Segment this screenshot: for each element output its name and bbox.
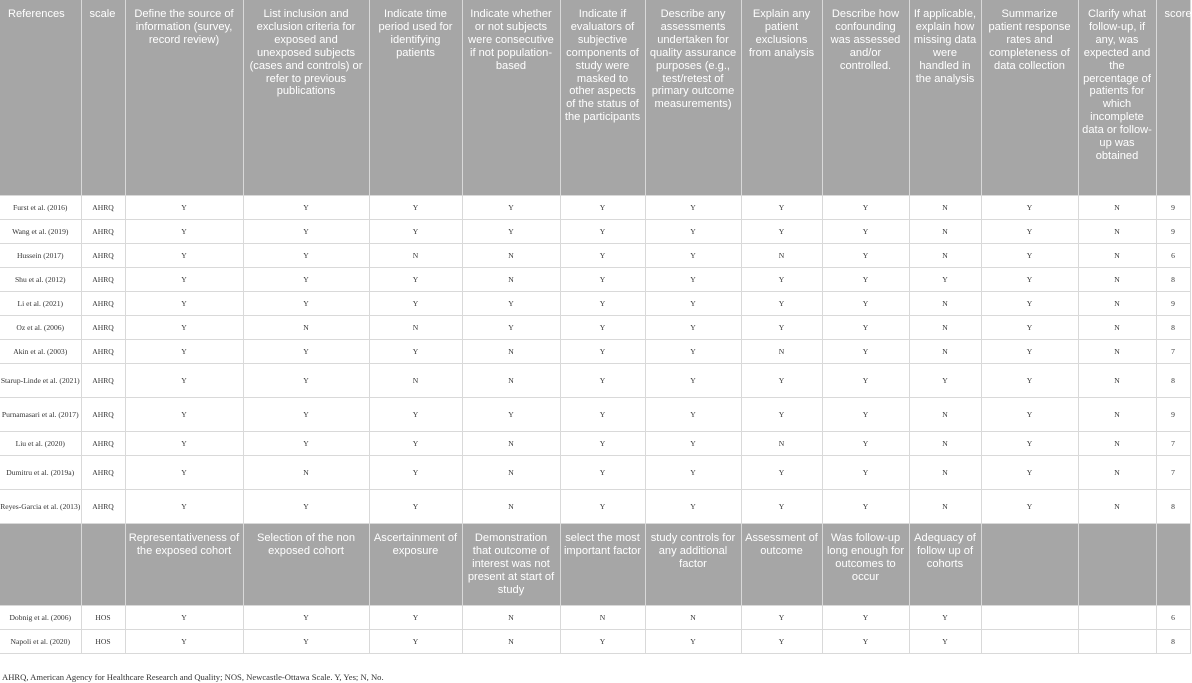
table-cell: Y bbox=[560, 398, 645, 432]
table-cell: Y bbox=[741, 398, 822, 432]
table-cell: N bbox=[909, 292, 981, 316]
table-cell: Y bbox=[125, 220, 243, 244]
table-cell: Y bbox=[981, 196, 1078, 220]
table-cell: 7 bbox=[1156, 456, 1190, 490]
table-cell: Y bbox=[560, 220, 645, 244]
table-cell: Y bbox=[560, 268, 645, 292]
table-cell: Y bbox=[125, 398, 243, 432]
table-cell: Y bbox=[741, 606, 822, 630]
header-criterion: Clarify what follow-up, if any, was expected and the percentage of patients for which incomplete data or follow-up was obtained bbox=[1078, 0, 1156, 196]
table-cell: Y bbox=[243, 244, 369, 268]
table-cell: Y bbox=[645, 364, 741, 398]
table-cell: Y bbox=[645, 220, 741, 244]
table-cell: AHRQ bbox=[81, 340, 125, 364]
table-cell: Furst et al. (2016) bbox=[0, 196, 81, 220]
table-cell: 6 bbox=[1156, 606, 1190, 630]
table-cell: Y bbox=[981, 316, 1078, 340]
table-cell: N bbox=[909, 398, 981, 432]
table-cell: AHRQ bbox=[81, 220, 125, 244]
table-cell: Y bbox=[822, 196, 909, 220]
table-cell: AHRQ bbox=[81, 456, 125, 490]
table-row bbox=[0, 292, 1190, 316]
table-cell: Y bbox=[369, 292, 462, 316]
header-criterion: If applicable, explain how missing data were handled in the analysis bbox=[909, 0, 981, 196]
table-row bbox=[0, 364, 1190, 398]
table-cell: Y bbox=[243, 196, 369, 220]
table-cell: Y bbox=[981, 340, 1078, 364]
ahrq-header-row bbox=[0, 0, 1190, 196]
table-row bbox=[0, 456, 1190, 490]
ahrq-table-body bbox=[0, 196, 1190, 524]
table-cell: N bbox=[462, 268, 560, 292]
table-cell: Y bbox=[462, 220, 560, 244]
table-cell: Y bbox=[243, 220, 369, 244]
table-cell: 6 bbox=[1156, 244, 1190, 268]
table-row bbox=[0, 490, 1190, 524]
table-cell: Y bbox=[909, 268, 981, 292]
table-cell: N bbox=[741, 432, 822, 456]
table-cell: Y bbox=[369, 268, 462, 292]
empty-cell bbox=[981, 630, 1078, 654]
table-cell: Y bbox=[125, 606, 243, 630]
table-cell: Oz et al. (2006) bbox=[0, 316, 81, 340]
table-cell: N bbox=[462, 630, 560, 654]
table-cell: N bbox=[909, 490, 981, 524]
empty-cell bbox=[1078, 606, 1156, 630]
table-cell: Y bbox=[645, 292, 741, 316]
table-cell: Y bbox=[822, 268, 909, 292]
table-row bbox=[0, 630, 1190, 654]
table-cell: Y bbox=[645, 630, 741, 654]
table-cell: Y bbox=[560, 432, 645, 456]
table-cell: Y bbox=[369, 196, 462, 220]
table-cell: Y bbox=[645, 244, 741, 268]
table-cell: 7 bbox=[1156, 432, 1190, 456]
table-cell: N bbox=[1078, 490, 1156, 524]
table-cell: Akin et al. (2003) bbox=[0, 340, 81, 364]
table-cell: Y bbox=[125, 196, 243, 220]
table-cell: N bbox=[1078, 196, 1156, 220]
header-criterion: Ascertainment of exposure bbox=[369, 524, 462, 606]
table-cell: N bbox=[741, 340, 822, 364]
table-cell: Y bbox=[560, 244, 645, 268]
table-cell: Y bbox=[645, 196, 741, 220]
table-cell: Y bbox=[243, 340, 369, 364]
table-cell: Y bbox=[369, 340, 462, 364]
table-row bbox=[0, 220, 1190, 244]
header-criterion: Indicate time period used for identifying patients bbox=[369, 0, 462, 196]
header-criterion: Indicate whether or not subjects were consecutive if not population-based bbox=[462, 0, 560, 196]
table-cell: Y bbox=[981, 244, 1078, 268]
table-cell: Y bbox=[822, 606, 909, 630]
table-cell: N bbox=[462, 456, 560, 490]
table-row bbox=[0, 196, 1190, 220]
table-cell: Y bbox=[822, 432, 909, 456]
table-cell: AHRQ bbox=[81, 316, 125, 340]
table-cell: Y bbox=[560, 340, 645, 364]
header-criterion: Assessment of outcome bbox=[741, 524, 822, 606]
table-cell: Y bbox=[822, 630, 909, 654]
table-row bbox=[0, 268, 1190, 292]
table-cell: Y bbox=[243, 398, 369, 432]
table-cell: Y bbox=[125, 244, 243, 268]
table-cell: N bbox=[462, 432, 560, 456]
table-cell: N bbox=[1078, 432, 1156, 456]
table-cell: N bbox=[1078, 456, 1156, 490]
table-cell: N bbox=[1078, 316, 1156, 340]
table-cell: Liu et al. (2020) bbox=[0, 432, 81, 456]
table-cell: Y bbox=[981, 490, 1078, 524]
table-cell: Starup-Linde et al. (2021) bbox=[0, 364, 81, 398]
table-cell: Y bbox=[560, 364, 645, 398]
table-cell: Y bbox=[981, 220, 1078, 244]
table-cell: N bbox=[909, 456, 981, 490]
table-cell: Y bbox=[243, 364, 369, 398]
table-cell: Y bbox=[981, 268, 1078, 292]
table-cell: Y bbox=[645, 456, 741, 490]
table-cell: Y bbox=[645, 490, 741, 524]
table-cell: N bbox=[462, 364, 560, 398]
table-cell: N bbox=[645, 606, 741, 630]
table-cell: N bbox=[462, 244, 560, 268]
table-cell: Y bbox=[645, 432, 741, 456]
table-cell: N bbox=[909, 244, 981, 268]
table-cell: Y bbox=[741, 292, 822, 316]
table-cell: Y bbox=[822, 220, 909, 244]
table-cell: Y bbox=[741, 220, 822, 244]
table-cell: Y bbox=[243, 606, 369, 630]
table-cell: Y bbox=[560, 196, 645, 220]
table-cell: AHRQ bbox=[81, 398, 125, 432]
table-cell: 8 bbox=[1156, 268, 1190, 292]
table-cell: Y bbox=[125, 456, 243, 490]
header-criterion: Define the source of information (survey, record review) bbox=[125, 0, 243, 196]
table-cell: 8 bbox=[1156, 316, 1190, 340]
table-cell: Y bbox=[243, 630, 369, 654]
header-criterion: Representativeness of the exposed cohort bbox=[125, 524, 243, 606]
table-cell: N bbox=[1078, 220, 1156, 244]
table-cell: Y bbox=[822, 292, 909, 316]
table-cell: Y bbox=[560, 292, 645, 316]
table-cell: Y bbox=[981, 398, 1078, 432]
table-cell: Y bbox=[125, 292, 243, 316]
table-cell: Wang et al. (2019) bbox=[0, 220, 81, 244]
header-criterion: Describe how confounding was assessed and/or controlled. bbox=[822, 0, 909, 196]
table-row bbox=[0, 606, 1190, 630]
table-cell: Y bbox=[125, 316, 243, 340]
table-cell: Napoli et al. (2020) bbox=[0, 630, 81, 654]
nos-header-row bbox=[0, 524, 1190, 606]
table-cell: Y bbox=[645, 398, 741, 432]
table-cell: 9 bbox=[1156, 220, 1190, 244]
nos-table-body bbox=[0, 606, 1190, 654]
table-cell: Y bbox=[909, 606, 981, 630]
table-cell: Dobnig et al. (2006) bbox=[0, 606, 81, 630]
table-cell: AHRQ bbox=[81, 268, 125, 292]
header-criterion: select the most important factor bbox=[560, 524, 645, 606]
table-cell: N bbox=[560, 606, 645, 630]
table-cell: Y bbox=[822, 490, 909, 524]
table-cell: Y bbox=[981, 364, 1078, 398]
table-cell: Y bbox=[462, 398, 560, 432]
table-cell: Y bbox=[243, 432, 369, 456]
table-cell: Y bbox=[369, 490, 462, 524]
table-cell: N bbox=[909, 220, 981, 244]
table-cell: Shu et al. (2012) bbox=[0, 268, 81, 292]
table-row bbox=[0, 244, 1190, 268]
table-cell: AHRQ bbox=[81, 364, 125, 398]
table-cell: Y bbox=[822, 398, 909, 432]
table-row bbox=[0, 316, 1190, 340]
header-criterion: Demonstration that outcome of interest was not present at start of study bbox=[462, 524, 560, 606]
header-criterion: Summarize patient response rates and completeness of data collection bbox=[981, 0, 1078, 196]
table-cell: N bbox=[369, 244, 462, 268]
table-cell: Y bbox=[741, 364, 822, 398]
table-cell: Y bbox=[560, 630, 645, 654]
header-criterion: Selection of the non exposed cohort bbox=[243, 524, 369, 606]
header-criterion: Indicate if evaluators of subjective components of study were masked to other aspects of the status of the participants bbox=[560, 0, 645, 196]
table-cell: HOS bbox=[81, 630, 125, 654]
table-cell: N bbox=[369, 364, 462, 398]
table-cell: Y bbox=[125, 630, 243, 654]
header-empty bbox=[981, 524, 1078, 606]
table-cell: Y bbox=[981, 456, 1078, 490]
table-cell: Y bbox=[909, 364, 981, 398]
table-cell: Y bbox=[560, 490, 645, 524]
table-cell: Y bbox=[369, 456, 462, 490]
table-cell: N bbox=[1078, 398, 1156, 432]
table-cell: AHRQ bbox=[81, 244, 125, 268]
table-cell: Y bbox=[741, 490, 822, 524]
table-cell: Y bbox=[125, 490, 243, 524]
table-cell: Dumitru et al. (2019a) bbox=[0, 456, 81, 490]
table-cell: Y bbox=[822, 316, 909, 340]
table-cell: Y bbox=[243, 292, 369, 316]
table-cell: Li et al. (2021) bbox=[0, 292, 81, 316]
table-cell: N bbox=[1078, 244, 1156, 268]
table-cell: Y bbox=[560, 456, 645, 490]
header-criterion: List inclusion and exclusion criteria for exposed and unexposed subjects (cases and controls) or refer to previous publications bbox=[243, 0, 369, 196]
table-cell: Y bbox=[822, 456, 909, 490]
table-cell: Y bbox=[822, 340, 909, 364]
table-row bbox=[0, 398, 1190, 432]
table-cell: Y bbox=[741, 196, 822, 220]
table-cell: Y bbox=[125, 432, 243, 456]
table-cell: Hussein (2017) bbox=[0, 244, 81, 268]
table-cell: N bbox=[909, 432, 981, 456]
table-cell: Y bbox=[981, 432, 1078, 456]
header-scale: scale bbox=[81, 0, 125, 196]
table-cell: N bbox=[741, 244, 822, 268]
table-cell: N bbox=[462, 490, 560, 524]
table-row bbox=[0, 340, 1190, 364]
table-cell: Y bbox=[369, 606, 462, 630]
table-cell: Y bbox=[462, 316, 560, 340]
table-cell: 8 bbox=[1156, 364, 1190, 398]
table-cell: AHRQ bbox=[81, 490, 125, 524]
table-cell: AHRQ bbox=[81, 292, 125, 316]
table-cell: AHRQ bbox=[81, 196, 125, 220]
table-cell: Y bbox=[369, 398, 462, 432]
table-cell: Y bbox=[369, 432, 462, 456]
table-cell: Y bbox=[645, 268, 741, 292]
empty-cell bbox=[981, 606, 1078, 630]
table-cell: 9 bbox=[1156, 398, 1190, 432]
table-cell: 9 bbox=[1156, 292, 1190, 316]
header-criterion: Adequacy of follow up of cohorts bbox=[909, 524, 981, 606]
table-cell: N bbox=[462, 606, 560, 630]
table-cell: 9 bbox=[1156, 196, 1190, 220]
table-cell: Y bbox=[369, 220, 462, 244]
table-cell: 8 bbox=[1156, 630, 1190, 654]
table-cell: N bbox=[909, 196, 981, 220]
table-cell: Y bbox=[125, 340, 243, 364]
table-cell: Y bbox=[125, 268, 243, 292]
table-cell: Y bbox=[741, 316, 822, 340]
header-empty bbox=[1156, 524, 1190, 606]
table-cell: AHRQ bbox=[81, 432, 125, 456]
table-cell: Y bbox=[741, 456, 822, 490]
table-cell: Y bbox=[822, 244, 909, 268]
table-cell: Y bbox=[981, 292, 1078, 316]
table-cell: N bbox=[1078, 340, 1156, 364]
table-cell: Y bbox=[822, 364, 909, 398]
header-references: References bbox=[0, 0, 81, 196]
table-cell: N bbox=[1078, 292, 1156, 316]
table-footnote: AHRQ, American Agency for Healthcare Research and Quality; NOS, Newcastle-Ottawa Scale. Y, Yes; N, No. bbox=[2, 672, 384, 682]
table-cell: Y bbox=[243, 268, 369, 292]
table-cell: N bbox=[909, 316, 981, 340]
table-cell: 7 bbox=[1156, 340, 1190, 364]
header-empty bbox=[0, 524, 81, 606]
table-cell: N bbox=[243, 456, 369, 490]
header-criterion: Was follow-up long enough for outcomes to occur bbox=[822, 524, 909, 606]
header-empty bbox=[1078, 524, 1156, 606]
table-cell: Y bbox=[645, 340, 741, 364]
table-cell: N bbox=[243, 316, 369, 340]
table-cell: Y bbox=[125, 364, 243, 398]
header-score: score bbox=[1156, 0, 1190, 196]
header-empty bbox=[81, 524, 125, 606]
table-cell: Y bbox=[243, 490, 369, 524]
header-criterion: Explain any patient exclusions from analysis bbox=[741, 0, 822, 196]
table-cell: Reyes-Garcia et al. (2013) bbox=[0, 490, 81, 524]
table-cell: Y bbox=[741, 268, 822, 292]
table-cell: N bbox=[369, 316, 462, 340]
table-cell: N bbox=[462, 340, 560, 364]
header-criterion: Describe any assessments undertaken for quality assurance purposes (e.g., test/retest of primary outcome measurements) bbox=[645, 0, 741, 196]
table-cell: N bbox=[909, 340, 981, 364]
table-cell: 8 bbox=[1156, 490, 1190, 524]
table-cell: Y bbox=[645, 316, 741, 340]
table-cell: Purnamasari et al. (2017) bbox=[0, 398, 81, 432]
table-cell: N bbox=[1078, 268, 1156, 292]
table-cell: Y bbox=[560, 316, 645, 340]
table-cell: N bbox=[1078, 364, 1156, 398]
table-cell: HOS bbox=[81, 606, 125, 630]
table-cell: Y bbox=[909, 630, 981, 654]
header-criterion: study controls for any additional factor bbox=[645, 524, 741, 606]
table-cell: Y bbox=[462, 196, 560, 220]
table-row bbox=[0, 432, 1190, 456]
table-cell: Y bbox=[369, 630, 462, 654]
table-cell: Y bbox=[741, 630, 822, 654]
empty-cell bbox=[1078, 630, 1156, 654]
table-cell: Y bbox=[462, 292, 560, 316]
